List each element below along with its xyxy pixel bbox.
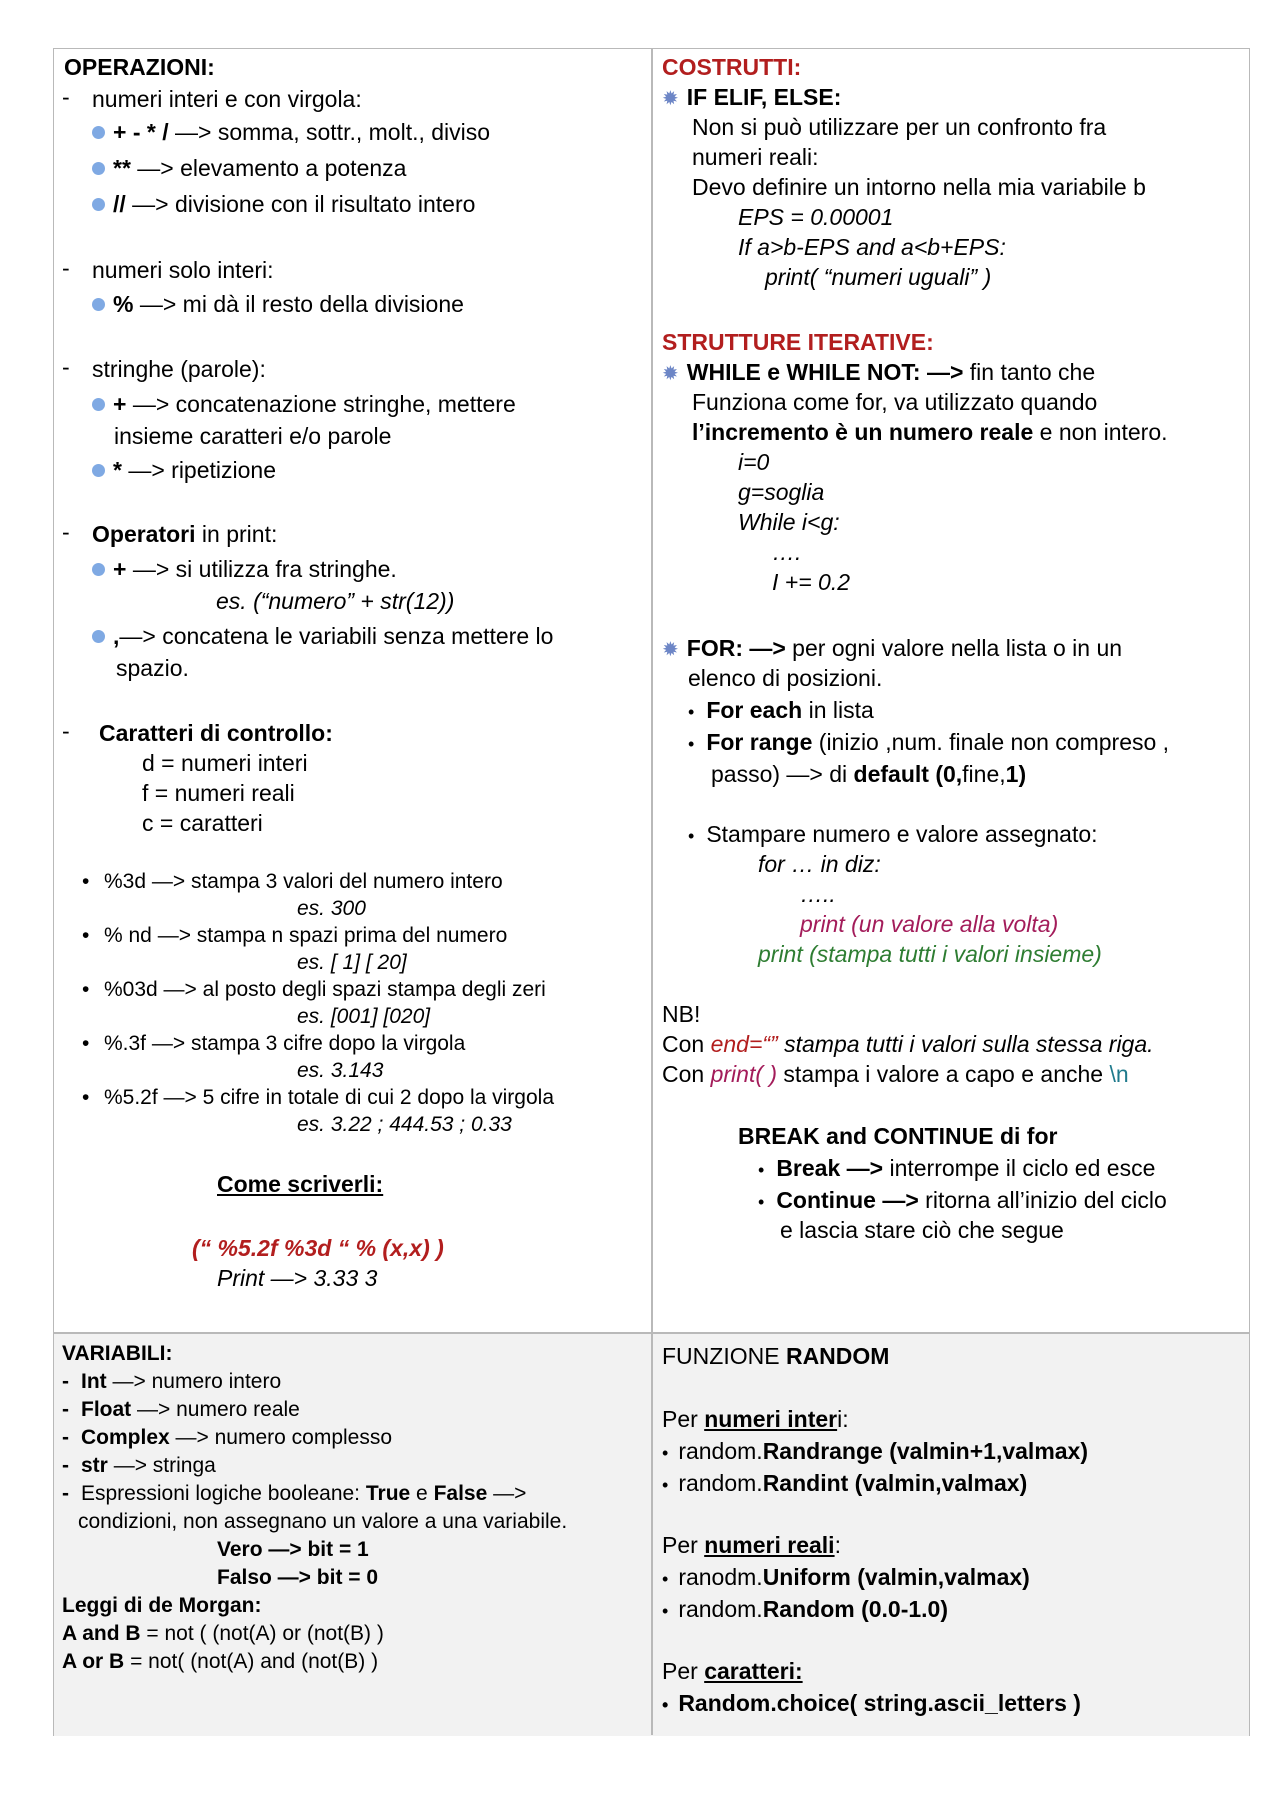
while-title: ✹ WHILE e WHILE NOT: —> fin tanto che: [662, 359, 1096, 385]
for-diz-code-2: …..: [800, 881, 836, 907]
stringhe-label: stringhe (parole):: [92, 356, 266, 382]
costrutti-section: [652, 49, 1249, 1332]
while-code-3: While i<g:: [738, 509, 840, 535]
bullet-dot-icon: [92, 126, 105, 139]
fmt-code: %03d —> al posto degli spazi stampa degli zeri: [104, 978, 546, 1001]
for-each: • For each in lista: [688, 697, 874, 723]
var-complex: - Complex —> numero complesso: [62, 1426, 393, 1449]
strutture-iterative-title: STRUTTURE ITERATIVE:: [662, 329, 934, 355]
code-print: print( “numeri uguali” ): [765, 264, 992, 290]
op-print-plus-example: es. (“numero” + str(12)): [216, 588, 455, 614]
if-desc-1: Non si può utilizzare per un confronto fra: [692, 114, 1107, 140]
dash: -: [62, 718, 70, 744]
var-str: - str —> stringa: [62, 1454, 216, 1477]
per-caratteri: Per caratteri:: [662, 1658, 803, 1684]
op-print-plus: + —> si utilizza fra stringhe.: [92, 554, 397, 584]
if-elif-else-title: ✹ IF ELIF, ELSE:: [662, 84, 842, 110]
star-bullet-icon: ✹: [662, 88, 679, 110]
var-int: - Int —> numero intero: [62, 1370, 282, 1393]
car-f: f = numeri reali: [142, 780, 295, 806]
while-desc-1: Funziona come for, va utilizzato quando: [692, 389, 1098, 415]
morgan-title: Leggi di de Morgan:: [62, 1594, 262, 1617]
bullet-dot-icon: [92, 464, 105, 477]
randint: • random.Randint (valmin,valmax): [662, 1470, 1028, 1496]
for-range: • For range (inizio ,num. finale non compreso ,: [688, 729, 1170, 755]
variabili-section: [54, 1334, 651, 1736]
while-code-2: g=soglia: [738, 479, 825, 505]
op-power: ** —> elevamento a potenza: [92, 153, 406, 183]
op-basic: + - * / —> somma, sottr., molt., diviso: [92, 117, 490, 147]
continue-item-2: e lascia stare ciò che segue: [780, 1217, 1064, 1243]
come-scriverli: Come scriverli:: [217, 1171, 384, 1197]
dash: -: [62, 84, 70, 110]
fmt-example: es. 3.143: [297, 1059, 384, 1082]
op-concat-desc2: insieme caratteri e/o parole: [114, 423, 392, 449]
variabili-title: VARIABILI:: [62, 1342, 173, 1365]
dash: -: [62, 255, 70, 281]
fmt-bullet: •: [82, 1032, 90, 1055]
car-c: c = caratteri: [142, 810, 263, 836]
op-print-comma-desc2: spazio.: [116, 655, 189, 681]
if-desc-3: Devo definire un intorno nella mia variabile b: [692, 174, 1146, 200]
bullet-dot-icon: [92, 298, 105, 311]
costrutti-title: COSTRUTTI:: [662, 54, 802, 80]
var-bool: - Espressioni logiche booleane: True e False —>: [62, 1482, 527, 1505]
op-floor-div: // —> divisione con il risultato intero: [92, 189, 475, 219]
falso: Falso —> bit = 0: [217, 1566, 379, 1589]
for-range-2: passo) —> di default (0,fine,1): [711, 761, 1027, 787]
for-diz-code-3: print (un valore alla volta): [800, 911, 1059, 937]
vero: Vero —> bit = 1: [217, 1538, 369, 1561]
for-diz-code-4: print (stampa tutti i valori insieme): [758, 941, 1102, 967]
fmt-code: % nd —> stampa n spazi prima del numero: [104, 924, 508, 947]
bullet-dot-icon: [92, 398, 105, 411]
code-if: If a>b-EPS and a<b+EPS:: [738, 234, 1006, 260]
op-repeat: * —> ripetizione: [92, 455, 276, 485]
random-section: [652, 1334, 1249, 1736]
bullet-dot-icon: [92, 563, 105, 576]
fmt-example: es. 300: [297, 897, 366, 920]
morgan-1: A and B = not ( (not(A) or (not(B) ): [62, 1622, 384, 1645]
fmt-example: es. [001] [020]: [297, 1005, 431, 1028]
random-title: FUNZIONE RANDOM: [662, 1343, 890, 1369]
morgan-2: A or B = not( (not(A) and (not(B) ): [62, 1650, 379, 1673]
print-result: Print —> 3.33 3: [217, 1265, 378, 1291]
dash: -: [62, 519, 70, 545]
fmt-bullet: •: [82, 1086, 90, 1109]
operazioni-title: OPERAZIONI:: [64, 54, 215, 80]
op-concat: + —> concatenazione stringhe, mettere: [92, 389, 516, 419]
random-choice: • Random.choice( string.ascii_letters ): [662, 1690, 1081, 1716]
op-print-comma: ,—> concatena le variabili senza mettere lo: [92, 621, 553, 651]
while-code-4: ….: [772, 539, 802, 565]
while-desc-2: l’incremento è un numero reale e non intero.: [692, 419, 1168, 445]
break-item: • Break —> interrompe il ciclo ed esce: [758, 1155, 1156, 1181]
fmt-bullet: •: [82, 870, 90, 893]
per-interi: Per numeri interi:: [662, 1406, 849, 1432]
fmt-example: es. [ 1] [ 20]: [297, 951, 407, 974]
code-eps: EPS = 0.00001: [738, 204, 894, 230]
numeri-interi-virgola: numeri interi e con virgola:: [92, 86, 362, 112]
randrange: • random.Randrange (valmin+1,valmax): [662, 1438, 1089, 1464]
uniform: • ranodm.Uniform (valmin,valmax): [662, 1564, 1030, 1590]
bullet-dot-icon: [92, 630, 105, 643]
star-bullet-icon: ✹: [662, 639, 679, 661]
var-float: - Float —> numero reale: [62, 1398, 300, 1421]
caratteri-controllo-title: Caratteri di controllo:: [99, 720, 333, 746]
for-desc-1: elenco di posizioni.: [688, 665, 883, 691]
fmt-code: %3d —> stampa 3 valori del numero intero: [104, 870, 503, 893]
var-bool-2: condizioni, non assegnano un valore a una variabile.: [78, 1510, 568, 1533]
nb-line-2: Con print( ) stampa i valore a capo e anche \n: [662, 1061, 1129, 1087]
for-title: ✹ FOR: —> per ogni valore nella lista o in un: [662, 635, 1123, 661]
stampare: • Stampare numero e valore assegnato:: [688, 821, 1098, 847]
op-modulo: % —> mi dà il resto della divisione: [92, 289, 464, 319]
star-bullet-icon: ✹: [662, 363, 679, 385]
per-reali: Per numeri reali:: [662, 1532, 841, 1558]
break-continue-title: BREAK and CONTINUE di for: [738, 1123, 1058, 1149]
dash: -: [62, 354, 70, 380]
if-desc-2: numeri reali:: [692, 144, 819, 170]
operatori-print: Operatori in print:: [92, 521, 278, 547]
fmt-code: %.3f —> stampa 3 cifre dopo la virgola: [104, 1032, 466, 1055]
numeri-solo-interi: numeri solo interi:: [92, 257, 274, 283]
cheat-sheet-table: [53, 48, 1250, 1736]
random-random: • random.Random (0.0-1.0): [662, 1596, 949, 1622]
operazioni-section: [54, 49, 651, 1332]
nb-line-1: Con end=“” stampa tutti i valori sulla stessa riga.: [662, 1031, 1154, 1057]
fmt-bullet: •: [82, 978, 90, 1001]
car-d: d = numeri interi: [142, 750, 308, 776]
while-code-5: I += 0.2: [772, 569, 851, 595]
format-expression: (“ %5.2f %3d “ % (x,x) ): [192, 1235, 444, 1261]
while-code-1: i=0: [738, 449, 770, 475]
continue-item: • Continue —> ritorna all’inizio del ciclo: [758, 1187, 1167, 1213]
fmt-code: %5.2f —> 5 cifre in totale di cui 2 dopo la virgola: [104, 1086, 555, 1109]
nb: NB!: [662, 1001, 701, 1027]
fmt-example: es. 3.22 ; 444.53 ; 0.33: [297, 1113, 512, 1136]
bullet-dot-icon: [92, 162, 105, 175]
fmt-bullet: •: [82, 924, 90, 947]
bullet-dot-icon: [92, 198, 105, 211]
for-diz-code-1: for … in diz:: [758, 851, 881, 877]
